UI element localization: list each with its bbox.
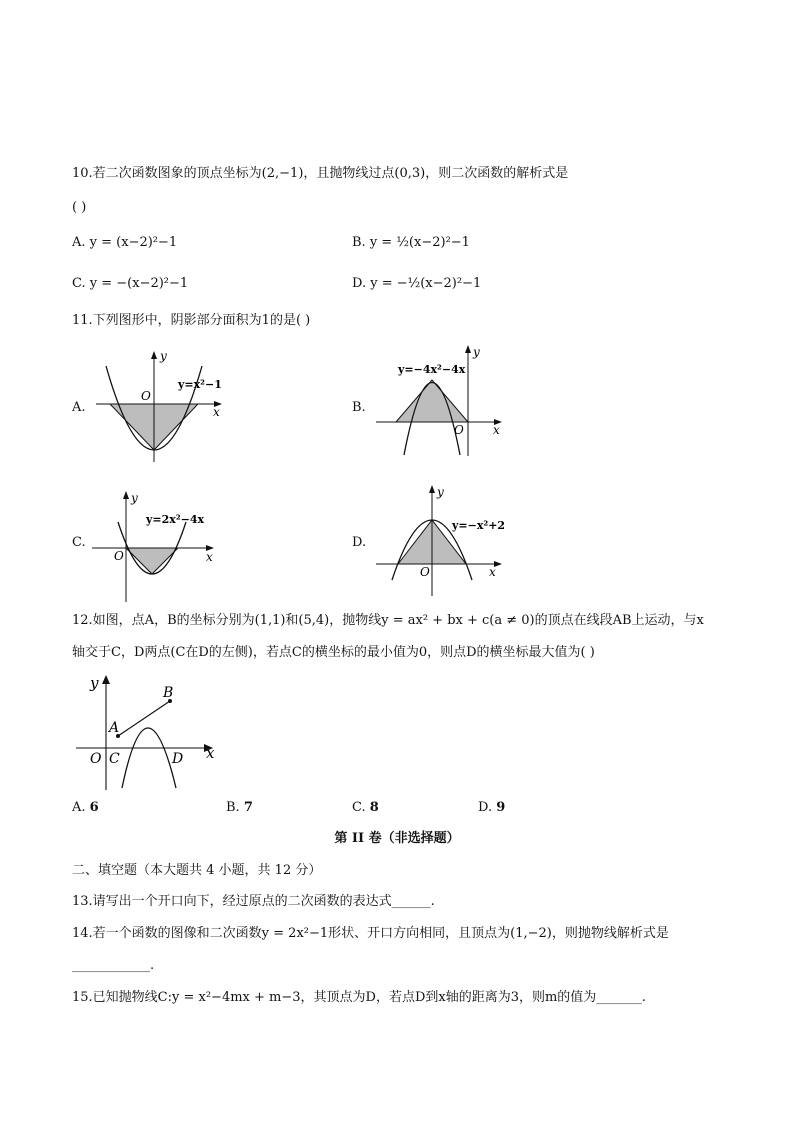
option-label: D.: [478, 800, 493, 815]
q12-figure: [72, 670, 232, 800]
option-text: y = ½(x−2)²−1: [369, 235, 470, 250]
x-axis-label: x: [493, 423, 500, 437]
y-axis-label: y: [90, 674, 99, 692]
curve-label: y=−4x²−4x: [398, 363, 466, 376]
point-b-label: B: [163, 685, 174, 701]
option-label: B.: [352, 235, 366, 250]
q12-line-1: 12.如图，点A，B的坐标分别为(1,1)和(5,4)，抛物线y = ax² + bx + c(a ≠ 0)的顶点在线段AB上运动，与x: [72, 613, 704, 628]
q10-option-b: [352, 233, 470, 253]
x-axis-label: x: [489, 565, 496, 579]
q10-option-d: [352, 274, 481, 294]
curve-label: y=2x²−4x: [146, 513, 205, 526]
q13-text: 13.请写出一个开口向下，经过原点的二次函数的表达式______.: [72, 894, 435, 909]
origin-label: O: [454, 423, 464, 437]
y-axis-label: y: [160, 349, 167, 363]
q11-figure-b: [372, 340, 512, 460]
q11-figure-c: [88, 486, 228, 606]
q11-option-d-label: D.: [352, 535, 367, 550]
q14-line-1: 14.若一个函数的图像和二次函数y = 2x²−1形状、开口方向相同，且顶点为(1,−2)，则抛物线解析式是: [72, 926, 669, 941]
option-label: A.: [72, 800, 86, 815]
q10-option-a: [72, 233, 177, 253]
option-text: 9: [496, 800, 506, 815]
q12-option-a: [72, 798, 99, 818]
q11-option-c-label: C.: [72, 535, 86, 550]
q10-stem: 10.若二次函数图象的顶点坐标为(2,−1)，且抛物线过点(0,3)，则二次函数的解析式是: [72, 166, 569, 181]
q10-option-c: [72, 274, 188, 294]
q15-text: 15.已知抛物线C:y = x²−4mx + m−3，其顶点为D，若点D到x轴的距离为3，则m的值为_______.: [72, 990, 646, 1005]
option-label: C.: [72, 276, 86, 291]
q11-option-a-label: A.: [72, 400, 86, 415]
option-label: A.: [72, 235, 86, 250]
option-text: y = −½(x−2)²−1: [370, 276, 482, 291]
origin-label: O: [141, 389, 151, 403]
q12-option-d: [478, 798, 505, 818]
curve-label: y=x²−1: [178, 378, 222, 391]
y-axis-label: y: [437, 485, 444, 499]
part2-title: 第 II 卷（非选择题）: [334, 831, 460, 846]
y-axis-label: y: [473, 345, 480, 359]
q11-figure-a: [92, 346, 232, 466]
q14-line-2: ____________.: [72, 958, 155, 973]
option-label: C.: [352, 800, 366, 815]
option-text: y = −(x−2)²−1: [89, 276, 189, 291]
option-text: y = (x−2)²−1: [89, 235, 178, 250]
y-axis-label: y: [131, 491, 138, 505]
x-axis-label: x: [206, 744, 215, 762]
point-d-label: D: [172, 751, 184, 767]
q12-option-c: [352, 798, 379, 818]
q12-option-b: [226, 798, 253, 818]
q11-stem: 11.下列图形中，阴影部分面积为1的是( ): [72, 313, 311, 328]
point-c-label: C: [109, 751, 120, 767]
q10-answer-paren: ( ): [72, 200, 87, 215]
q11-option-b-label: B.: [352, 400, 366, 415]
origin-label: O: [114, 549, 124, 563]
origin-label: O: [420, 565, 430, 579]
q12-line-2: 轴交于C，D两点(C在D的左侧)，若点C的横坐标的最小值为0，则点D的横坐标最大值为( ): [72, 645, 595, 660]
x-axis-label: x: [213, 405, 220, 419]
q11-figure-d: [372, 480, 512, 600]
option-text: 6: [89, 800, 99, 815]
option-label: D.: [352, 276, 367, 291]
section2-heading: 二、填空题（本大题共 4 小题，共 12 分）: [72, 863, 322, 878]
option-text: 8: [369, 800, 379, 815]
curve-label: y=−x²+2: [452, 519, 506, 532]
point-a-label: A: [109, 720, 120, 736]
option-text: 7: [243, 800, 253, 815]
option-label: B.: [226, 800, 240, 815]
x-axis-label: x: [206, 550, 213, 564]
origin-label: O: [90, 751, 102, 767]
